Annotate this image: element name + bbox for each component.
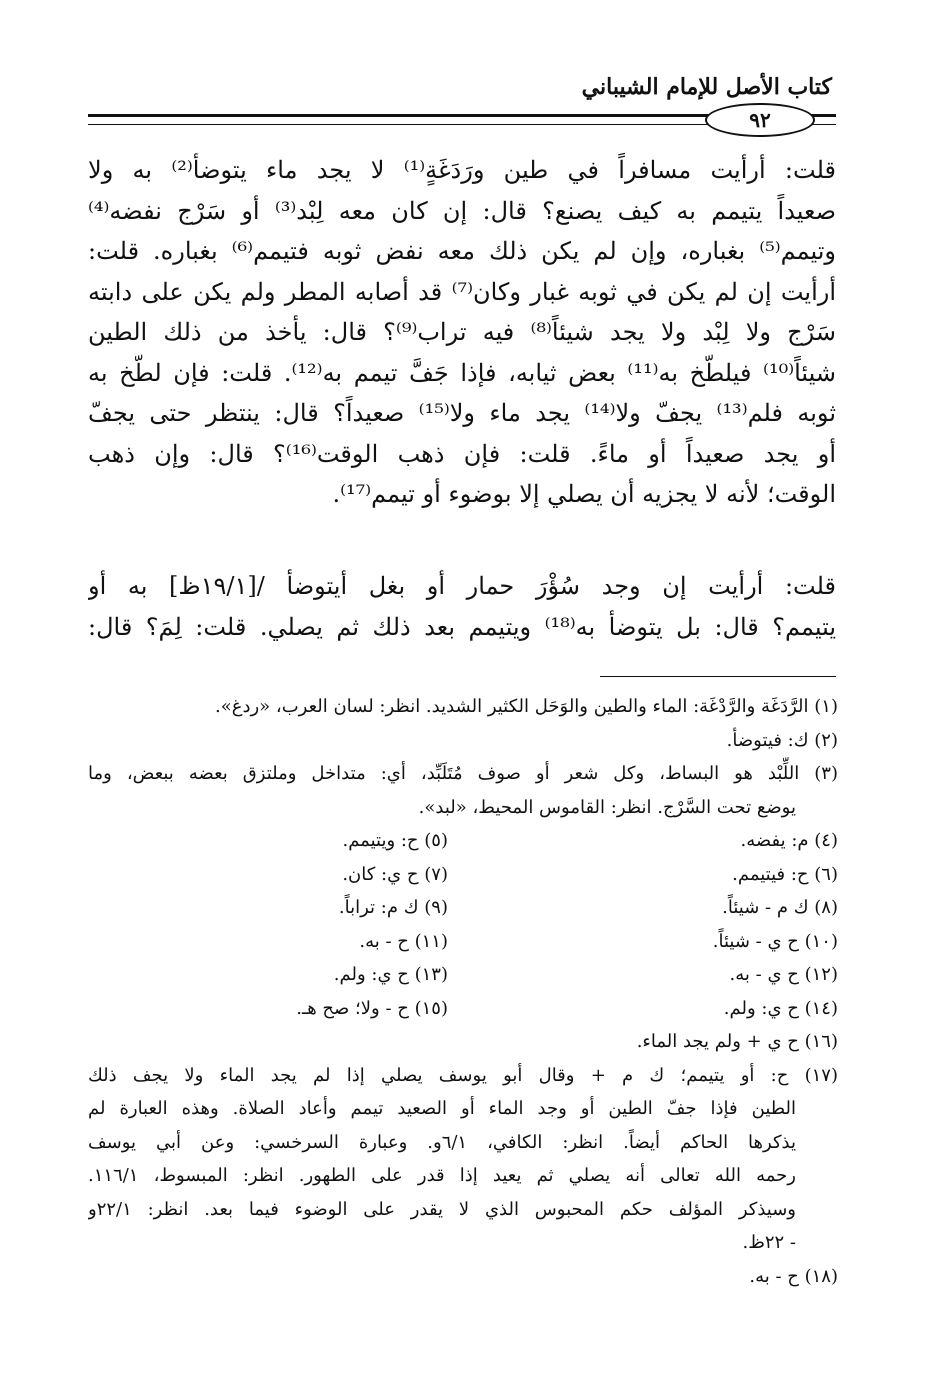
footnote-5: (٥) ح: ويتيمم. xyxy=(342,830,448,851)
footnote-pair xyxy=(88,858,838,892)
footnote-9: (٩) ك م: تراباً. xyxy=(338,897,448,918)
footnote-3: (٣) اللِّبْد هو البساط، وكل شعر أو صوف مُتَلَبِّد، أي: متداخل وملتزق بعضه ببعض، وما xyxy=(88,763,838,784)
text-line: ثوبه فلم⁽¹³⁾ يجفّ ولا⁽¹⁴⁾ يجد ماء ولا⁽¹⁵⁾ صعيداً؟ قال: ينتظر حتى يجفّ xyxy=(88,399,836,427)
text-line: شيئاً⁽¹⁰⁾ فيلطّخ به⁽¹¹⁾ بعض ثيابه، فإذا جَفَّ تيمم به⁽¹²⁾. قلت: فإن لطّخ به xyxy=(88,358,836,387)
text-line: صعيداً يتيمم به كيف يصنع؟ قال: إن كان معه لِبْد⁽³⁾ أو سَرْج نفضه⁽⁴⁾ xyxy=(88,196,836,225)
page-number: ٩٢ xyxy=(705,103,815,137)
text-line: الوقت؛ لأنه لا يجزيه أن يصلي إلا بوضوء أو تيمم⁽¹⁷⁾. xyxy=(332,480,836,508)
text-line: وتيمم⁽⁵⁾ بغباره، وإن لم يكن ذلك معه نفض ثوبه فتيمم⁽⁶⁾ بغباره. قلت: xyxy=(88,237,836,265)
paragraph-1 xyxy=(88,150,836,515)
footnote-7: (٧) ح ي: كان. xyxy=(342,863,448,885)
footnote-3-continued: يوضع تحت السَّرْج. انظر: القاموس المحيط، «لبد». xyxy=(418,796,796,818)
footnote-pair xyxy=(88,925,838,959)
footnote-17-continued: وسيذكر المؤلف حكم المحبوس الذي لا يقدر على الوضوء فيما بعد. انظر: ٢٢/١و xyxy=(88,1198,796,1220)
footnote-pair xyxy=(88,992,838,1026)
footnote-16: (١٦) ح ي + ولم يجد الماء. xyxy=(636,1031,838,1052)
footnote-15: (١٥) ح - ولا؛ صح هـ. xyxy=(296,997,448,1019)
footnote-pair xyxy=(88,958,838,992)
footnote-17-continued: - ٢٢ظ. xyxy=(742,1232,796,1253)
text-line: سَرْج ولا لِبْد ولا يجد شيئاً⁽⁸⁾ فيه تراب⁽⁹⁾؟ قال: يأخذ من ذلك الطين xyxy=(88,318,836,346)
text-line: قلت: أرأيت إن وجد سُؤْرَ حمار أو بغل أيتوضأ /[١٩/١ظ] به أو xyxy=(88,572,836,600)
text-line: يتيمم؟ قال: بل يتوضأ به⁽¹⁸⁾ ويتيمم بعد ذلك ثم يصلي. قلت: لِمَ؟ قال: xyxy=(88,612,836,641)
footnote-17-continued: يذكرها الحاكم أيضاً. انظر: الكافي، ٦/١و. وعبارة السرخسي: وعن أبي يوسف xyxy=(88,1131,796,1153)
footnote-8: (٨) ك م - شيئاً. xyxy=(722,897,838,918)
footnote-separator xyxy=(600,676,836,677)
footnotes xyxy=(88,690,838,1293)
text-line: أرأيت إن لم يكن في ثوبه غبار وكان⁽⁷⁾ قد أصابه المطر ولم يكن على دابته xyxy=(88,277,836,306)
footnote-13: (١٣) ح ي: ولم. xyxy=(333,964,448,985)
running-header-title: كتاب الأصل للإمام الشيباني xyxy=(581,74,832,100)
footnote-17: (١٧) ح: أو يتيمم؛ ك م + وقال أبو يوسف يصلي إذا لم يجد الماء ولا يجف ذلك xyxy=(88,1064,838,1086)
footnote-10: (١٠) ح ي - شيئاً. xyxy=(712,930,838,952)
footnote-pair xyxy=(88,824,838,858)
footnote-17-continued: الطين فإذا جفّ الطين أو وجد الماء أو الصعيد تيمم وأعاد الصلاة. وهذه العبارة لم xyxy=(88,1098,796,1119)
footnote-18: (١٨) ح - به. xyxy=(749,1265,838,1287)
footnote-17-continued: رحمه الله تعالى أنه يصلي ثم يعيد إذا قدر على الطهور. انظر: المبسوط، ١١٦/١. xyxy=(88,1165,796,1186)
footnote-11: (١١) ح - به. xyxy=(359,930,448,952)
footnote-14: (١٤) ح ي: ولم. xyxy=(723,997,838,1019)
text-line: أو يجد صعيداً أو ماءً. قلت: فإن ذهب الوقت⁽¹⁶⁾؟ قال: وإن ذهب xyxy=(88,439,836,468)
footnote-4: (٤) م: يفضه. xyxy=(740,830,838,851)
footnote-12: (١٢) ح ي - به. xyxy=(729,964,838,985)
footnote-1: (١) الرَّدَغَة والرَّدْغَة: الماء والطين والوَحَل الكثير الشديد. انظر: لسان العرب، «ردغ». xyxy=(214,696,838,717)
paragraph-2 xyxy=(88,566,836,647)
text-line: قلت: أرأيت مسافراً في طين ورَدَغَةٍ⁽¹⁾ لا يجد ماء يتوضأ⁽²⁾ به ولا xyxy=(88,156,836,184)
footnote-pair xyxy=(88,891,838,925)
footnote-2: (٢) ك: فيتوضأ. xyxy=(726,729,838,751)
footnote-6: (٦) ح: فيتيمم. xyxy=(732,863,838,885)
